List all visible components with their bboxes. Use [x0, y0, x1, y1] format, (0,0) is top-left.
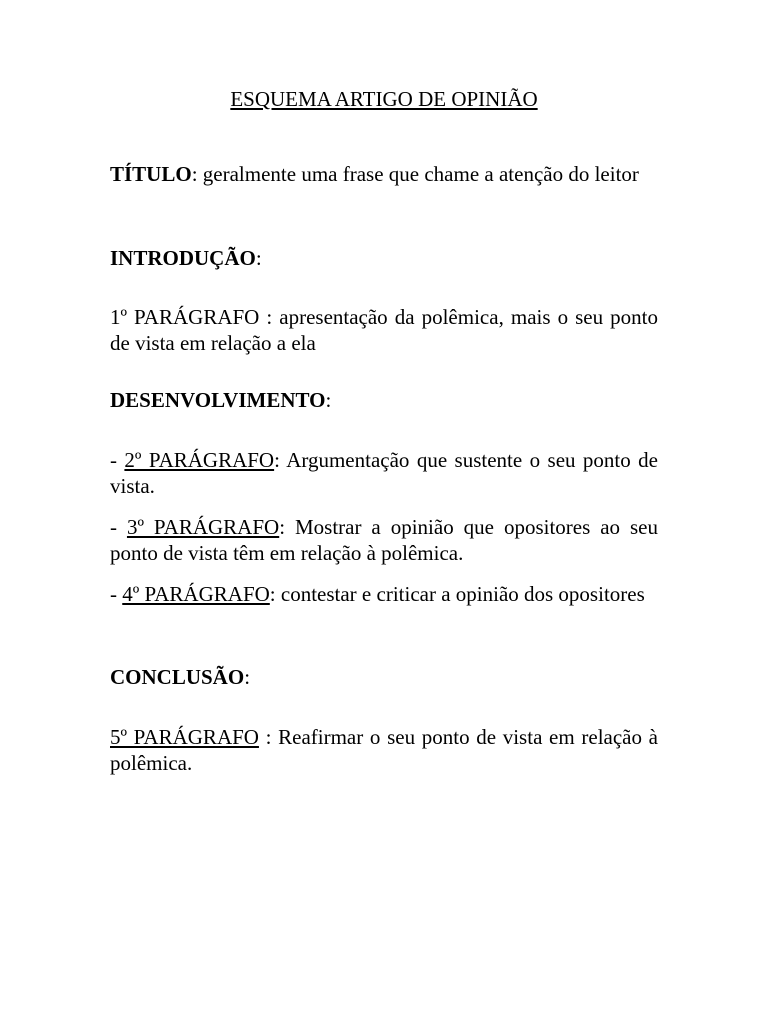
paragraph-3-text: : Mostrar a opinião que opositores ao seu ponto de vista têm em relação à polêmica. — [110, 515, 658, 565]
introducao-heading — [110, 245, 658, 271]
conclusao-label: CONCLUSÃO — [110, 665, 245, 689]
paragraph-5 — [110, 724, 658, 776]
paragraph-2-text: : Argumentação que sustente o seu ponto de vista. — [110, 448, 658, 498]
introducao-label: INTRODUÇÃO — [110, 246, 256, 270]
conclusao-suffix: : — [244, 665, 251, 689]
paragraph-4-label: 4º PARÁGRAFO — [122, 582, 270, 606]
titulo-label: TÍTULO — [110, 162, 192, 186]
document-title: ESQUEMA ARTIGO DE OPINIÃO — [230, 87, 538, 111]
conclusao-heading — [110, 664, 658, 690]
paragraph-2-label: 2º PARÁGRAFO — [124, 448, 275, 472]
paragraph-4 — [110, 581, 658, 607]
desenvolvimento-heading — [110, 387, 658, 413]
paragraph-2 — [110, 447, 658, 499]
introducao-suffix: : — [255, 246, 262, 270]
desenvolvimento-label: DESENVOLVIMENTO — [110, 388, 326, 412]
paragraph-5-text: : Reafirmar o seu ponto de vista em relação à polêmica. — [110, 725, 658, 775]
paragraph-2-dash: - — [110, 448, 125, 472]
paragraph-3-label: 3º PARÁGRAFO — [126, 515, 280, 539]
desenvolvimento-suffix: : — [325, 388, 332, 412]
paragraph-3 — [110, 514, 658, 566]
paragraph-4-dash: - — [110, 582, 123, 606]
titulo-section — [110, 161, 658, 187]
paragraph-3-dash: - — [110, 515, 127, 539]
paragraph-1: 1º PARÁGRAFO : apresentação da polêmica, mais o seu ponto de vista em relação a ela — [110, 305, 658, 355]
titulo-text: : geralmente uma frase que chame a atenção do leitor — [191, 162, 639, 186]
paragraph-5-label: 5º PARÁGRAFO — [110, 725, 259, 749]
paragraph-4-text: : contestar e criticar a opinião dos opositores — [269, 582, 645, 606]
